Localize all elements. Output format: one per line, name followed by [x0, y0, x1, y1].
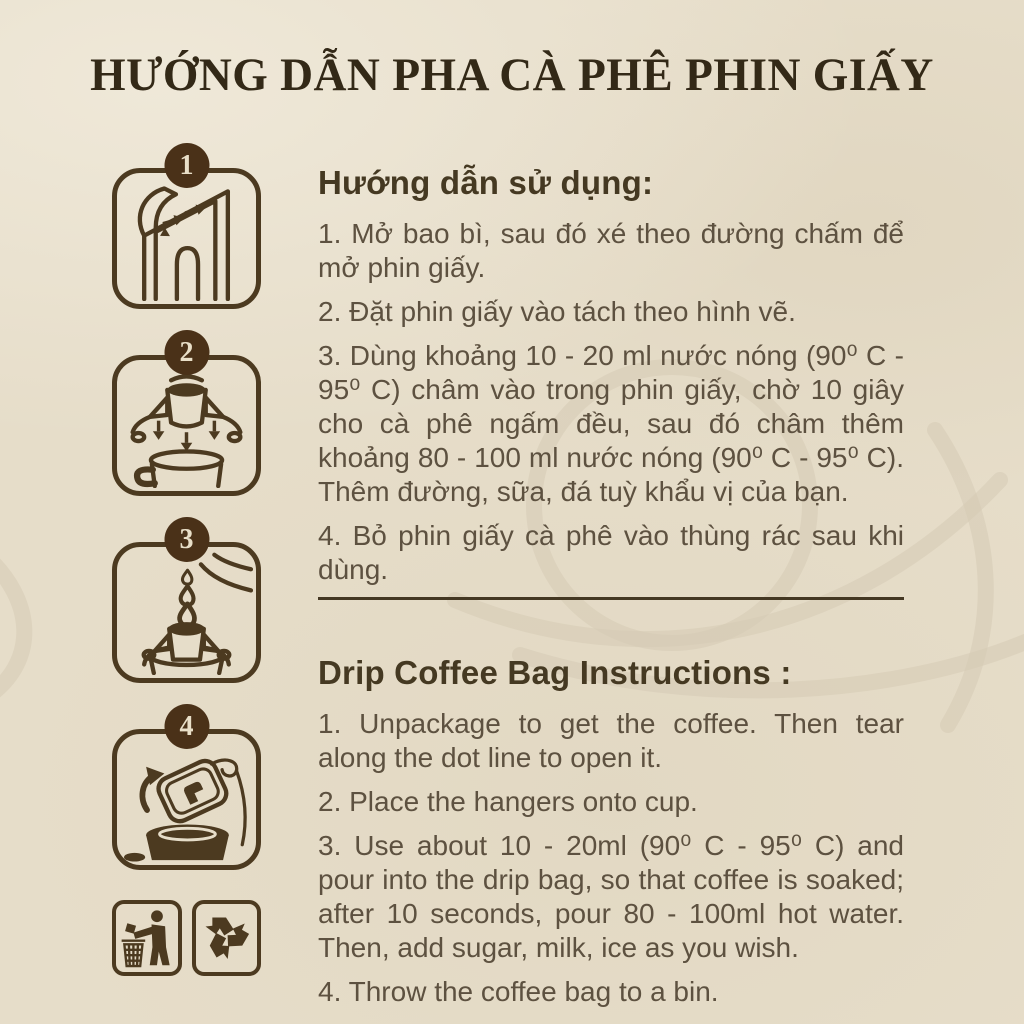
remove-bag-icon — [120, 737, 253, 862]
step-figure-3 — [112, 523, 261, 683]
step-1-badge: 1 — [164, 143, 209, 188]
vi-step-3: 3. Dùng khoảng 10 - 20 ml nước nóng (90⁰ C - 95⁰ C) châm vào trong phin giấy, chờ 10 giây cho cà phê ngấm đều, sau đó châm thêm khoảng 80 - 100 ml nước nóng (90⁰ C - 95⁰ C). Thêm đường, sữa, đá tuỳ khẩu vị của bạn. — [318, 340, 904, 507]
page-title: HƯỚNG DẪN PHA CÀ PHÊ PHIN GIẤY — [90, 49, 934, 101]
vietnamese-section-heading: Hướng dẫn sử dụng: — [318, 164, 654, 201]
en-step-1: 1. Unpackage to get the coffee. Then tear along the dot line to open it. — [318, 708, 904, 773]
en-step-3: 3. Use about 10 - 20ml (90⁰ C - 95⁰ C) and pour into the drip bag, so that coffee is soaked; after 10 seconds, pour 80 - 100ml hot water. Then, add sugar, milk, ice as you wish. — [318, 830, 904, 963]
en-step-4: 4. Throw the coffee bag to a bin. — [318, 976, 719, 1007]
step-figure-2 — [112, 336, 261, 496]
disposal-icons-row — [112, 900, 261, 976]
english-section-heading: Drip Coffee Bag Instructions : — [318, 654, 792, 691]
tear-package-icon — [120, 176, 253, 301]
step-3-badge: 3 — [164, 517, 209, 562]
step-figure-4 — [112, 710, 261, 870]
step-figure-1 — [112, 149, 261, 309]
place-hangers-icon — [120, 363, 253, 488]
pour-water-icon — [120, 550, 253, 675]
en-step-2: 2. Place the hangers onto cup. — [318, 786, 698, 817]
step-4-badge: 4 — [164, 704, 209, 749]
trash-bin-icon — [112, 900, 182, 976]
vi-step-1: 1. Mở bao bì, sau đó xé theo đường chấm để mở phin giấy. — [318, 218, 904, 283]
recycle-icon — [192, 900, 262, 976]
step-figures-column — [112, 149, 261, 976]
vi-step-2: 2. Đặt phin giấy vào tách theo hình vẽ. — [318, 296, 796, 327]
instructions-text-column — [318, 164, 904, 1019]
vi-step-4: 4. Bỏ phin giấy cà phê vào thùng rác sau khi dùng. — [318, 520, 904, 585]
section-divider — [318, 597, 904, 600]
step-2-badge: 2 — [164, 330, 209, 375]
